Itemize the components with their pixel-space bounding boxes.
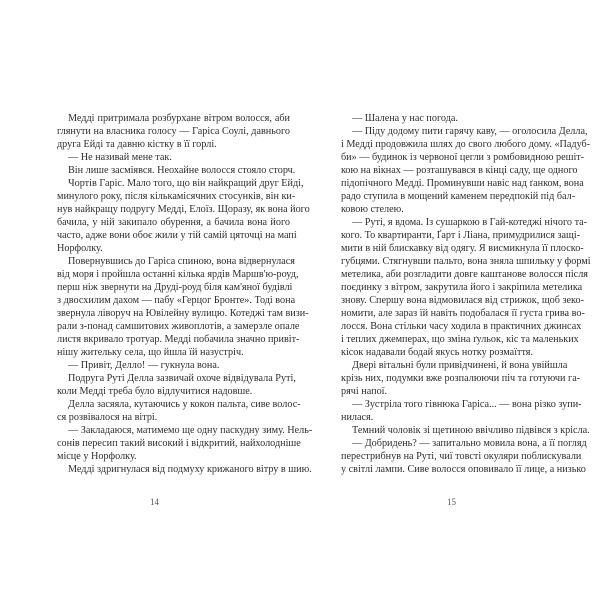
text-line: — Привіт, Делло! — гукнула вона. (68, 360, 220, 371)
text-line: — Закладаюся, матимемо ще одну паскудну зиму. Нель- (68, 425, 313, 436)
text-line: місце у Норфолку. (57, 451, 137, 462)
text-line: нилася. (341, 412, 374, 423)
text-line: глянути на власника голосу — Гаріса Соулі, давнього (57, 126, 290, 137)
text-line: Подруга Руті Делла зазвичай охоче відвідувала Руті, (68, 373, 296, 384)
right-page-text (341, 112, 591, 476)
text-line: звернула ліворуч на Ювілейну вулицю. Котеджі там визи- (57, 308, 309, 319)
page-number-left: 14 (150, 497, 159, 507)
text-line: з двосхилим дахом — пабу «Герцог Бронте». Тоді вона (57, 295, 296, 306)
text-line: — Не називай мене так. (68, 152, 172, 163)
text-line: від моря і пройшла останні кілька ярдів Маршв'ю-роуд, (57, 269, 299, 280)
text-line: і Медді продовжила шлях до свого любого дому. «Падуб- (341, 139, 591, 150)
left-page-text (57, 112, 313, 476)
text-line: і теплих джемперах, що зміна ґульок, кіс та маленьких (341, 334, 579, 345)
text-line: друга Ейді та давню кістку в її горлі. (57, 139, 217, 150)
text-line: Медді притримала розбурхане вітром волосся, аби (68, 113, 290, 124)
text-line: радо ступила в мощений каменем передпокій під бал- (341, 191, 576, 202)
text-line: — Шалена у нас погода. (352, 113, 458, 124)
text-line: у світлі лампи. Сиве волосся оповивало її лице, а низько (341, 464, 586, 475)
text-line: кого. То квартиранти, Ґарт і Ліана, примудрилися защі- (341, 230, 581, 241)
text-line: Норфолку. (57, 243, 103, 254)
text-line: ковою стелею. (341, 204, 404, 215)
text-line: підопічного Медді. Проминувши навіс над ґанком, вона (341, 178, 584, 189)
text-line: бачила, у ній закипало обурення, а бачила вона його (57, 217, 290, 228)
text-line: би» — будинок із червоної цегли з ромбовидною решіт- (341, 152, 585, 163)
text-line: кою на вікнах — розташувався в кінці саду, ще одного (341, 165, 578, 176)
text-line: коли Медді треба було відлучитися надовше. (57, 386, 253, 397)
text-line: Чортів Гаріс. Мало того, що він найкращий друг Ейді, (68, 178, 304, 189)
text-line: рали з-понад самшитових живоплотів, а замерзле опале (57, 321, 300, 332)
text-line: нув найкращу подругу Медді, Елоїз. Щоразу, як вона його (57, 204, 310, 215)
text-line: ся розвівалося на вітрі. (57, 412, 158, 423)
text-line: мити в ній блискавку від одягу. Я висмикнула її плоско- (341, 243, 584, 254)
text-line: нішу жительку села, що йшла їй назустріч. (57, 347, 244, 358)
text-line: перш ніж звернути на Друді-роуд біля кам'яної будівлі (57, 282, 293, 293)
text-line: перестрибнув на Руті, чиї товсті окуляри поблискували (341, 451, 582, 462)
text-line: — Добридень? — запитально мовила вона, а її погляд (352, 438, 587, 449)
text-line: метелика, аби розгладити довге каштанове волосся після (341, 269, 588, 280)
text-line: минулого року, після кількамісячних стосунків, він ки- (57, 191, 296, 202)
text-line: рячі напої. (341, 386, 388, 397)
text-line: листя вкривало тротуар. Медді побачила значно привіт- (57, 334, 300, 345)
text-line: крізь них, подумки вже розпалюючи піч та готуючи га- (341, 373, 581, 384)
text-line: губцями. Стягнувши пальто, вона зняла шпильку у формі (341, 256, 591, 267)
text-line: номити, але зараз їй навіть подобалася її густа грива во- (341, 308, 585, 319)
page-number-right: 15 (447, 497, 456, 507)
text-line: Повернувшись до Гаріса спиною, вона відвернулася (68, 256, 295, 267)
text-line: знову. Спершу вона відмовилася від стрижок, щоб зеко- (341, 295, 584, 306)
text-line: сонів пересип такий високий і відкритий, найхолодніше (57, 438, 301, 449)
text-line: — Руті, я вдома. Із сушаркою в Гай-котеджі нічого та- (352, 217, 588, 228)
text-line: Він лише засміявся. Неохайне волосся стояло сторч. (68, 165, 296, 176)
text-line: — Піду додому пити гарячу каву, — оголосила Делла, (352, 126, 588, 137)
text-line: лосся. Вона стільки часу ходила в практичних джинсах (341, 321, 582, 332)
text-line: Делла засяяла, кутаючись у кокон пальта, сиве волос- (68, 399, 301, 410)
text-line: часто, адже вони обоє жили у тій самій цяточці на мапі (57, 230, 297, 241)
text-line: Двері вітальні були привідчинені, й вона увійшла (352, 360, 568, 371)
text-line: Темний чоловік зі щетиною ввічливо підвівся з крісла. (352, 425, 590, 436)
text-line: Медді здригнулася від подмуху крижаного вітру в шию. (68, 464, 312, 475)
text-line: поєдинку з вітром, закрутила його і закріпила метелика (341, 282, 583, 293)
text-line: — Зустріла того гівнюка Гаріса... — вона різко зупи- (352, 399, 582, 410)
text-line: кісок надавали бодай якусь нотку розмаїття. (341, 347, 534, 358)
